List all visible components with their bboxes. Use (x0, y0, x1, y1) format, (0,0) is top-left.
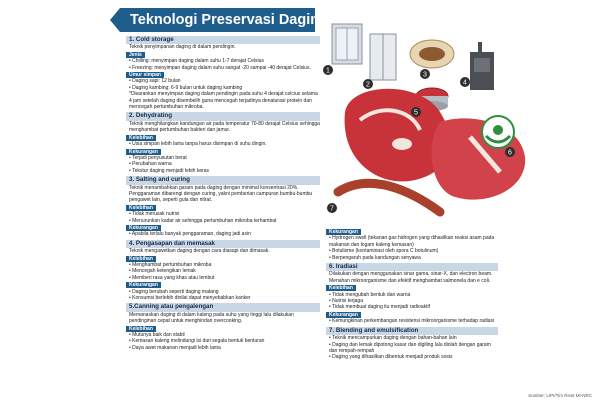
section-heading-iradiasi: 6. Iradiasi (326, 263, 498, 271)
svg-text:6: 6 (508, 149, 512, 157)
subheading-kekurangan: Kekurangan (326, 229, 361, 235)
section-text: Teknik mengawetkan daging dengan cara diasapi dan dimasak. (129, 248, 270, 255)
list-item: • Memberi rasa yang khas atau lembut (126, 275, 320, 281)
section-text: Teknik menghilangkan kandungan air pada temperatur 70-80 derajat Celsius sehingga menghambat pertumbuhan bakteri dan jamur. (129, 120, 320, 134)
subheading-kekurangan: Kekurangan (326, 312, 361, 318)
list-item: • Tekstur daging menjadi lebih keras (126, 168, 320, 174)
svg-text:1: 1 (326, 67, 330, 75)
section-text: Memanaskan daging di dalam kaleng pada suhu yang tinggi lalu dilakukan pendinginan cepat untuk menghindari overcooking. (129, 311, 294, 325)
list-item: • Tidak membuat daging itu menjadi radioaktif (326, 304, 498, 310)
sausage-icon (338, 183, 440, 212)
section-heading-salting: 3. Salting and curing (126, 176, 320, 184)
list-item: • Tidak merusak nutrisi (126, 211, 320, 217)
list-item: • Kemasan kaleng melindungi isi dari segala bentuk benturan (126, 338, 320, 344)
list-item: • Daging sapi: 12 bulan (126, 78, 320, 84)
note-text: *Disarankan menyimpan daging dalam pendingin pada suhu 4 derajat celcius selama 4 jam setelah daging disembelih guna mencegah terjadinya denaturasi protein dan mencegah pertumbuhan mikroba. (129, 91, 318, 111)
list-item: • Teknik mencampurkan daging dengan bahan-bahan lain (326, 335, 498, 341)
list-item: • Daging yang dihasilkan dibentuk menjadi produk sosis (326, 354, 498, 360)
section-heading-pengasapan: 4. Pengasapan dan memasak (126, 240, 320, 248)
list-item: • Kemungkinan perkembangan resistensi mikroorganisme terhadap radiasi (326, 318, 498, 324)
list-item: • Botulisme (kontaminasi oleh spora C botulinum) (326, 248, 498, 254)
left-column (126, 34, 320, 351)
list-item: • Freezing: menyimpan daging dalam suhu sangat -20 sampai -40 derajat Celsius. (126, 65, 320, 71)
list-item: • Chilling: menyimpan daging dalam suhu 1-7 derajat Celsius (126, 58, 320, 64)
subheading-kelebihan: Kelebihan (326, 285, 356, 291)
section-heading-blending: 7. Blending and emulsification (326, 327, 498, 335)
list-item: • Daya awet makanan menjadi lebih lama (126, 345, 320, 351)
illustration-svg (320, 12, 598, 226)
list-item: • Daging berubah seperti daging matang (126, 289, 320, 295)
subheading-kelebihan: Kelebihan (126, 205, 156, 211)
section-heading-canning: 5.Canning atau pengalengan (126, 303, 320, 311)
list-item: • Daging dan lemak dipotong kasar dan digiling lalu diolah dengan garam dan rempah-rempah (326, 342, 498, 355)
list-item: • Mencegah ketengikan lemak (126, 268, 320, 274)
irradiation-symbol-icon (482, 116, 514, 148)
list-item: • Konsumsi berlebih dinilai dapat menyebabkan kanker (126, 295, 320, 301)
list-item: • Terjadi penyusutan berat (126, 155, 320, 161)
list-item: • Menurunkan kadar air sehingga pertumbuhan mikroba terhambat (126, 218, 320, 224)
svg-text:5: 5 (414, 109, 418, 117)
list-item: • Perubahan warna (126, 161, 320, 167)
list-item: • Daging kambing: 6-9 bulan untuk daging kambing (126, 85, 320, 91)
section-text: Teknik penyimpanan daging di dalam pendingin. (129, 44, 236, 51)
subheading-kekurangan: Kekurangan (126, 225, 161, 231)
list-item: • Berpengaruh pada kandungan senyawa (326, 255, 498, 261)
subheading-kelebihan: Kelebihan (126, 256, 156, 262)
list-item: • Menghambat pertumbuhan mikroba (126, 262, 320, 268)
list-item: • Tidak mengubah bentuk dan warna (326, 292, 498, 298)
subheading-kekurangan: Kekurangan (126, 282, 161, 288)
section-text: Teknik menambahkan garam pada daging dengan minimal konsentrasi 20%. Penggaraman dibarengi dengan curing, yakni pemberian campuran bumbu-bumbu pengawet lain, seperti gula dan nitrat. (129, 184, 313, 204)
section-heading-dehydrating: 2. Dehydrating (126, 112, 320, 120)
cold-storage-cabinet-icon (332, 24, 362, 64)
svg-text:2: 2 (366, 81, 370, 89)
list-item: • Mutunya baik dan stabil (126, 332, 320, 338)
subheading-kelebihan: Kelebihan (126, 135, 156, 141)
page-title: Teknologi Preservasi Daging (120, 8, 315, 32)
refrigerator-icon (370, 34, 396, 80)
smoker-icon (470, 42, 494, 90)
svg-text:3: 3 (423, 71, 427, 79)
svg-text:4: 4 (463, 79, 467, 87)
svg-text:7: 7 (330, 205, 334, 213)
right-column (326, 228, 498, 361)
list-item: • Hydrogen swell (tekanan gas hidrogen yang dihasilkan reaksi asam pada makanan dan logam kaleng kemasan) (326, 235, 498, 248)
list-item: • Usia simpan lebih lama tanpa harus disimpan di suhu dingin. (126, 141, 320, 147)
dried-meat-icon (410, 40, 454, 68)
subheading-jenis: Jenis (126, 52, 145, 58)
list-item: • Nutrisi terjaga (326, 298, 498, 304)
meat-preservation-illustration (320, 12, 598, 226)
source-credit: Sumber: LIPI/Tim Riset Mt-NRC (528, 393, 592, 398)
section-heading-cold-storage: 1. Cold storage (126, 36, 320, 44)
list-item: • Apabila terlalu banyak penggaraman, daging jadi asin (126, 231, 320, 237)
subheading-kekurangan: Kekurangan (126, 149, 161, 155)
section-text: Dilakukan dengan menggunakan sinar gama, sinar-X, dan electron beam. Menahan mikroorganisme dan efektif menghambat salmonela dan e coli. (329, 271, 493, 284)
subheading-umur-simpan: Umur simpan (126, 72, 164, 78)
subheading-kelebihan: Kelebihan (126, 326, 156, 332)
